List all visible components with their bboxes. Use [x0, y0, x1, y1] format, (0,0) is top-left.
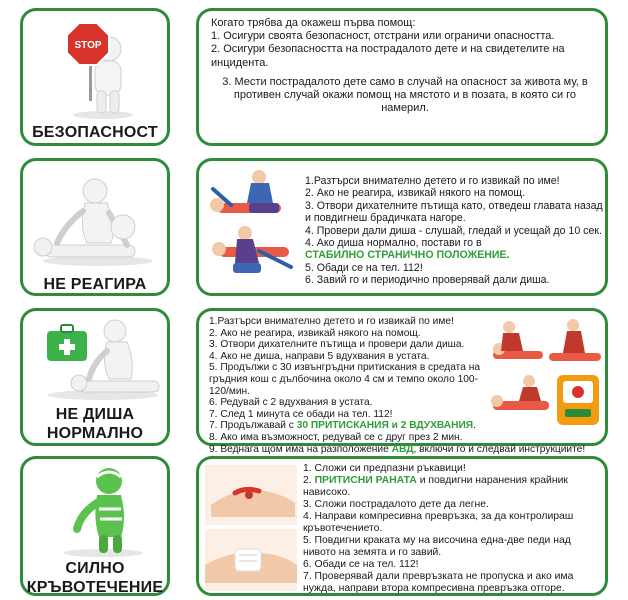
- cpr-step: 7. След 1 минута се обади на тел. 112!: [209, 408, 393, 420]
- first-aid-kit-figure-icon: [23, 311, 173, 403]
- unresponsive-label: НЕ РЕАГИРА: [43, 276, 147, 293]
- unresponsive-step: 2. Ако не реагира, извикай някого на помощ.: [305, 187, 526, 200]
- cpr-step: 4. Ако не диша, направи 5 вдухвания в устата.: [209, 350, 430, 362]
- bleeding-step: 1. Сложи си предпазни ръкавици!: [303, 463, 466, 474]
- cpr-step: 8. Ако има възможност, редувай се с друг през 2 мин.: [209, 431, 463, 443]
- bleeding-step: 7. Проверявай дали превръзката не пропуска и ако има нужда, направи втора компресивна превръзка отгоре.: [303, 571, 574, 594]
- cpr-step: 6. Редувай с 2 вдухвания в устата.: [209, 397, 373, 409]
- cpr-step-compressions: 7. Продължавай с 30 ПРИТИСКАНИЯ и 2 ВДУХВАНИЯ.: [209, 420, 476, 432]
- not-breathing-label-card: [20, 308, 170, 446]
- bleeding-step: 4. Направи компресивна превръзка, за да контролираш кръвотечението.: [303, 511, 574, 534]
- safety-step-2: 2. Осигури безопасността на пострадалото дете и на свидетелите на инцидента.: [211, 43, 565, 69]
- unresponsive-step: 3. Отвори дихателните пътища като, отведеш главата назад и повдигнеш брадичката нагоре.: [305, 199, 603, 225]
- unresponsive-step: 4. Ако диша нормално, постави го в: [305, 237, 482, 250]
- aed-highlight: АВД: [391, 443, 414, 455]
- unresponsive-content-card: [196, 158, 608, 296]
- safety-label: БЕЗОПАСНОСТ: [32, 124, 158, 141]
- safety-step-3: 3. Мести пострадалото дете само в случай на опасност за живота му, в противен случай окажи помощ на мястото и в позата, в която си го намерил.: [222, 75, 588, 115]
- unresponsive-step: 5. Обади се на тел. 112!: [305, 261, 423, 274]
- cpr-step: 3. Отвори дихателните пътища и провери дали диша.: [209, 339, 465, 351]
- cpr-step-aed: 9. Веднага щом има на разположение АВД, включи го и следвай инструкциите!: [209, 443, 586, 455]
- not-breathing-content-card: [196, 308, 608, 455]
- bleeding-step: 5. Повдигни краката му на височина една-две педи над нивото на земята и го завий.: [303, 535, 571, 558]
- safety-instructions: [211, 17, 599, 115]
- unresponsive-step: 1.Разтърси внимателно детето и го извикай по име!: [305, 175, 560, 187]
- bleeding-instructions: [303, 463, 605, 595]
- bleeding-step: 3. Сложи пострадалото дете да легне.: [303, 499, 489, 510]
- cpr-step: 5. Продължи с 30 извънгръдни притискания в средата на гръдния кош с дълбочина около 4 см и темпо около 100-120/мин.: [209, 362, 480, 397]
- safety-content-card: [196, 8, 608, 146]
- unresponsive-step: 4. Провери дали диша - слушай, гледай и усещай до 10 сек.: [305, 224, 602, 237]
- cpr-step: 2. Ако не реагира, извикай някого на помощ.: [209, 327, 421, 339]
- bleeding-step-press: 2. ПРИТИСНИ РАНАТА и повдигни наранения крайник нависоко.: [303, 475, 568, 498]
- recovery-position-highlight: СТАБИЛНО СТРАНИЧНО ПОЛОЖЕНИЕ.: [305, 249, 510, 262]
- stop-sign-figure-icon: [23, 11, 173, 121]
- recovery-position-illustration-icon: [207, 167, 303, 289]
- safety-intro: Когато трябва да окажеш първа помощ:: [211, 17, 416, 29]
- unresponsive-step: 6. Завий го и периодично проверявай дали диша.: [305, 274, 550, 287]
- safety-label-card: [20, 8, 170, 146]
- safety-step-1: 1. Осигури своята безопасност, отстрани или ограничи опасността.: [211, 30, 555, 43]
- stop-sign-text: STOP: [74, 40, 102, 51]
- bleeding-step: 6. Обади се на тел. 112!: [303, 559, 419, 570]
- wound-pressure-illustration-icon: [205, 465, 297, 591]
- cpr-step: 1.Разтърси внимателно детето и го извикай по име!: [209, 316, 454, 327]
- not-breathing-instructions: [209, 316, 586, 455]
- unresponsive-label-card: [20, 158, 170, 296]
- bleeding-content-card: [196, 456, 608, 596]
- not-breathing-label: НЕ ДИША НОРМАЛНО: [46, 406, 144, 442]
- compressions-highlight: 30 ПРИТИСКАНИЯ и 2 ВДУХВАНИЯ: [296, 420, 474, 432]
- helper-kneeling-figure-icon: [23, 161, 173, 273]
- cpr-illustration-icon: [489, 315, 607, 431]
- unresponsive-instructions: [305, 175, 605, 287]
- bleeding-label-card: [20, 456, 170, 596]
- bandaged-figure-icon: [23, 459, 173, 559]
- press-wound-highlight: ПРИТИСНИ РАНАТА: [314, 475, 417, 486]
- bleeding-label: СИЛНО КРЪВОТЕЧЕНИЕ: [26, 560, 164, 596]
